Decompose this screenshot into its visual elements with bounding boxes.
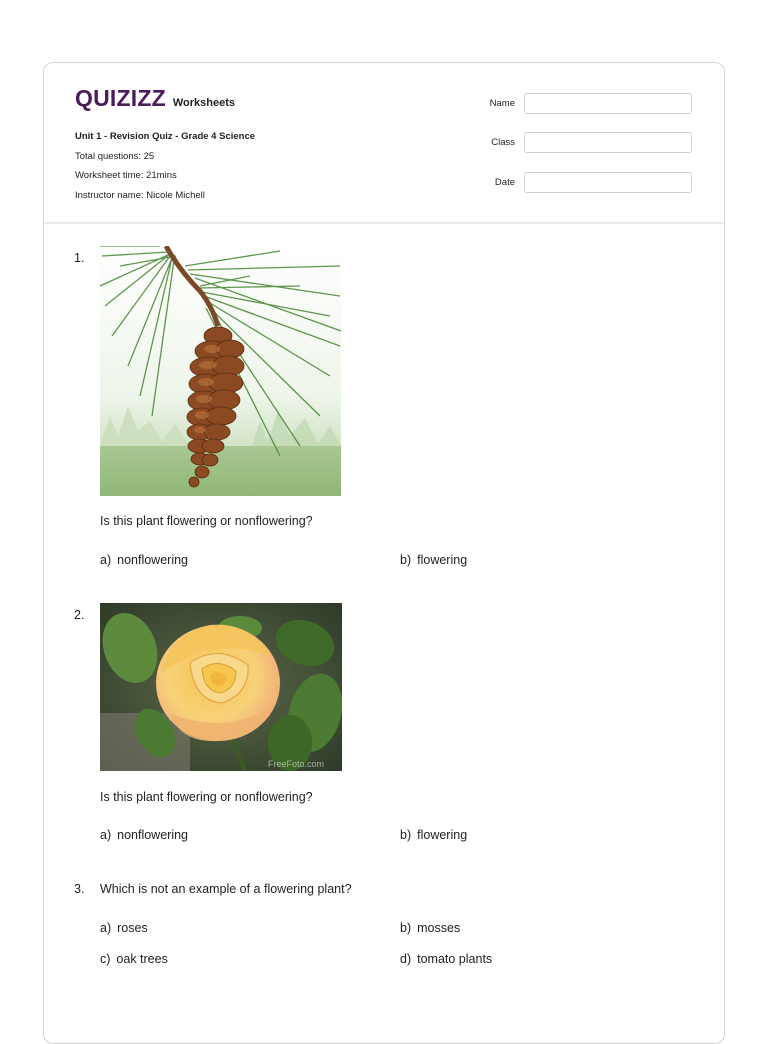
option-text: tomato plants bbox=[417, 952, 493, 966]
student-fields bbox=[464, 91, 692, 210]
option-letter: b) bbox=[400, 921, 412, 935]
option-letter: c) bbox=[100, 952, 111, 966]
date-input[interactable] bbox=[524, 172, 692, 193]
option-a[interactable] bbox=[100, 828, 188, 842]
option-letter: b) bbox=[400, 553, 412, 567]
worksheet-title: Unit 1 - Revision Quiz - Grade 4 Science bbox=[75, 131, 256, 142]
instructor-name: Instructor name: Nicole Michell bbox=[75, 189, 205, 201]
class-label: Class bbox=[491, 137, 515, 148]
option-text: nonflowering bbox=[117, 553, 189, 567]
question-number: 2. bbox=[74, 608, 85, 622]
option-c[interactable] bbox=[100, 952, 168, 966]
total-questions: Total questions: 25 bbox=[75, 150, 155, 162]
worksheet-meta bbox=[75, 127, 255, 205]
yellow-rose-image bbox=[100, 603, 342, 771]
class-input[interactable] bbox=[524, 132, 692, 153]
name-row bbox=[464, 91, 692, 115]
worksheet bbox=[43, 62, 725, 1044]
date-label: Date bbox=[494, 176, 515, 188]
option-letter: a) bbox=[100, 828, 112, 842]
svg-text:FreeFoto.com: FreeFoto.com bbox=[268, 759, 325, 769]
option-text: roses bbox=[117, 921, 148, 935]
name-input[interactable] bbox=[524, 93, 692, 114]
date-row bbox=[464, 170, 692, 194]
worksheet-header bbox=[44, 63, 724, 224]
question-text: Which is not an example of a flowering plant? bbox=[100, 882, 352, 896]
option-a[interactable] bbox=[100, 553, 188, 567]
option-b[interactable] bbox=[400, 553, 467, 567]
brand bbox=[75, 85, 235, 112]
pine-cone-image bbox=[100, 246, 341, 496]
option-text: oak trees bbox=[116, 952, 168, 966]
option-text: nonflowering bbox=[117, 828, 189, 842]
option-letter: b) bbox=[400, 828, 412, 842]
option-letter: d) bbox=[400, 952, 412, 966]
option-b[interactable] bbox=[400, 921, 460, 935]
question-number: 3. bbox=[74, 882, 85, 896]
option-b[interactable] bbox=[400, 828, 467, 842]
option-letter: a) bbox=[100, 921, 112, 935]
option-letter: a) bbox=[100, 553, 112, 567]
quizizz-logo: QUIZIZZ bbox=[75, 85, 166, 111]
question-number: 1. bbox=[74, 251, 85, 265]
option-text: flowering bbox=[417, 828, 468, 842]
option-text: flowering bbox=[417, 553, 468, 567]
option-a[interactable] bbox=[100, 921, 148, 935]
question-text: Is this plant flowering or nonflowering? bbox=[100, 514, 313, 528]
question-text: Is this plant flowering or nonflowering? bbox=[100, 790, 313, 804]
worksheet-time: Worksheet time: 21mins bbox=[75, 170, 177, 181]
brand-subtitle: Worksheets bbox=[172, 97, 235, 109]
name-label: Name bbox=[489, 97, 515, 109]
option-text: mosses bbox=[417, 921, 461, 935]
class-row bbox=[464, 131, 692, 155]
option-d[interactable] bbox=[400, 952, 492, 966]
